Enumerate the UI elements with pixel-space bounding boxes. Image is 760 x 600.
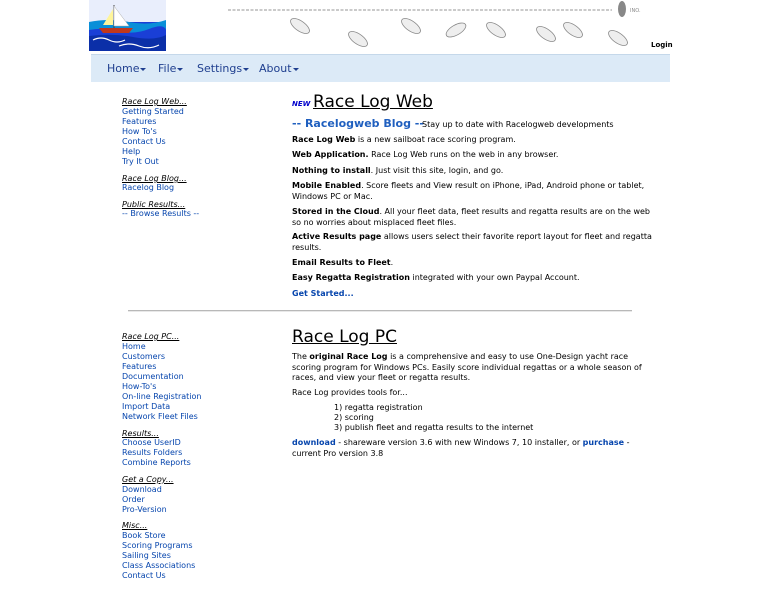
sidebar-heading-web[interactable]: Race Log Web... bbox=[122, 97, 187, 106]
sidebar-link-features[interactable]: Features bbox=[122, 117, 157, 126]
sidebar-link-book-store[interactable]: Book Store bbox=[122, 531, 166, 540]
header bbox=[0, 0, 760, 52]
sidebar-link-online-registration[interactable]: On-line Registration bbox=[122, 392, 202, 401]
sidebar-link-pc-features[interactable]: Features bbox=[122, 362, 157, 371]
sidebar-heading-pc[interactable]: Race Log PC... bbox=[122, 332, 180, 341]
sidebar-link-sailing-sites[interactable]: Sailing Sites bbox=[122, 551, 171, 560]
caret-down-icon bbox=[140, 68, 146, 71]
sidebar-link-pro-version[interactable]: Pro-Version bbox=[122, 505, 167, 514]
sidebar-link-download[interactable]: Download bbox=[122, 485, 162, 494]
caret-down-icon bbox=[293, 68, 299, 71]
web-feature-4: Mobile Enabled. Score fleets and View result on iPhone, iPad, Android phone or tablet, Windows PC or Mac. bbox=[292, 181, 645, 201]
blog-note: Stay up to date with Racelogweb developments bbox=[422, 120, 614, 129]
sidebar-link-import-data[interactable]: Import Data bbox=[122, 402, 171, 411]
sidebar-link-help[interactable]: Help bbox=[122, 147, 141, 156]
race-log-pc-title[interactable]: Race Log PC bbox=[292, 327, 397, 347]
caret-down-icon bbox=[243, 68, 249, 71]
web-feature-3: Nothing to install. Just visit this site, login, and go. bbox=[292, 166, 504, 175]
sidebar-link-contact[interactable]: Contact Us bbox=[122, 137, 166, 146]
sidebar-link-combine-reports[interactable]: Combine Reports bbox=[122, 458, 191, 467]
purchase-link[interactable]: purchase bbox=[582, 438, 625, 447]
login-link[interactable]: Login bbox=[651, 41, 673, 49]
sidebar-link-pc-howtos[interactable]: How-To's bbox=[122, 382, 157, 391]
web-feature-2: Web Application. Race Log Web runs on the web in any browser. bbox=[292, 150, 559, 159]
web-feature-8: Easy Regatta Registration integrated with your own Paypal Account. bbox=[292, 273, 580, 282]
sidebar-link-misc-contact[interactable]: Contact Us bbox=[122, 571, 166, 580]
sidebar-link-network-fleet-files[interactable]: Network Fleet Files bbox=[122, 412, 198, 421]
sidebar-heading-get-a-copy[interactable]: Get a Copy... bbox=[122, 475, 174, 484]
top-nav bbox=[91, 54, 670, 82]
nav-about[interactable]: About bbox=[259, 62, 299, 75]
get-started-link[interactable]: Get Started... bbox=[292, 289, 354, 298]
nav-file[interactable]: File bbox=[158, 62, 183, 75]
sidebar-link-browse-results[interactable]: -- Browse Results -- bbox=[122, 209, 200, 218]
sidebar-link-try-it-out[interactable]: Try It Out bbox=[122, 157, 159, 166]
nav-home[interactable]: Home bbox=[107, 62, 146, 75]
pc-tool-3: 3) publish fleet and regatta results to the internet bbox=[334, 423, 534, 432]
sidebar-link-class-associations[interactable]: Class Associations bbox=[122, 561, 196, 570]
web-feature-1: Race Log Web is a new sailboat race scoring program. bbox=[292, 135, 516, 144]
sidebar-link-order[interactable]: Order bbox=[122, 495, 145, 504]
web-feature-7: Email Results to Fleet. bbox=[292, 258, 394, 267]
race-log-web-title[interactable]: Race Log Web bbox=[313, 92, 433, 112]
sidebar-heading-results[interactable]: Results... bbox=[122, 429, 159, 438]
pc-tool-2: 2) scoring bbox=[334, 413, 374, 422]
sidebar-heading-public-results[interactable]: Public Results... bbox=[122, 200, 186, 209]
pc-tool-1: 1) regatta registration bbox=[334, 403, 423, 412]
pc-download-line: download - shareware version 3.6 with new Windows 7, 10 installer, or purchase - current Pro version 3.8 bbox=[292, 438, 630, 458]
sidebar-link-racelog-blog[interactable]: Racelog Blog bbox=[122, 183, 175, 192]
sidebar-link-choose-userid[interactable]: Choose UserID bbox=[122, 438, 181, 447]
racelogweb-blog-link[interactable]: -- Racelogweb Blog -- bbox=[292, 117, 424, 130]
sidebar-link-customers[interactable]: Customers bbox=[122, 352, 166, 361]
nav-settings[interactable]: Settings bbox=[197, 62, 249, 75]
sailboat-logo[interactable] bbox=[89, 0, 166, 51]
svg-text:INO.: INO. bbox=[630, 8, 641, 14]
web-feature-5: Stored in the Cloud. All your fleet data, fleet results and regatta results are on the web so no worries about misplaced fleet files. bbox=[292, 207, 650, 227]
sidebar-heading-misc[interactable]: Misc... bbox=[122, 521, 148, 530]
sidebar-link-results-folders[interactable]: Results Folders bbox=[122, 448, 183, 457]
new-badge: NEW bbox=[292, 100, 311, 108]
sidebar-link-pc-home[interactable]: Home bbox=[122, 342, 146, 351]
sidebar-link-documentation[interactable]: Documentation bbox=[122, 372, 184, 381]
section-divider bbox=[128, 310, 632, 312]
pc-tools-intro: Race Log provides tools for... bbox=[292, 388, 408, 397]
pc-intro: The original Race Log is a comprehensive and easy to use One-Design yacht race scoring program for Windows PCs. Easily score individual regattas or a whole season of races, and view your fleet or regatta results. bbox=[292, 352, 642, 382]
caret-down-icon bbox=[177, 68, 183, 71]
sidebar-heading-blog[interactable]: Race Log Blog... bbox=[122, 174, 187, 183]
sidebar-link-getting-started[interactable]: Getting Started bbox=[122, 107, 184, 116]
web-feature-6: Active Results page allows users select their favorite report layout for fleet and regatta results. bbox=[292, 232, 652, 252]
sidebar-link-howtos[interactable]: How To's bbox=[122, 127, 157, 136]
download-link[interactable]: download bbox=[292, 438, 336, 447]
sailboats-banner bbox=[228, 0, 658, 50]
sidebar-link-scoring-programs[interactable]: Scoring Programs bbox=[122, 541, 193, 550]
